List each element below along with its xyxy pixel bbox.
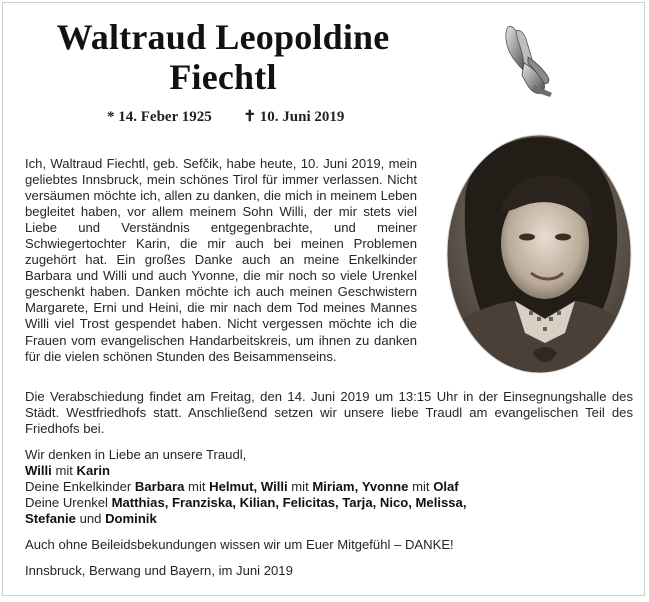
grandchild-partner: Helmut — [209, 479, 254, 495]
family-intro: Wir denken in Liebe an unsere Traudl, — [25, 447, 247, 463]
deceased-name — [23, 17, 423, 97]
grandchild-name: Barbara — [134, 479, 185, 495]
mit-word: mit — [188, 479, 206, 495]
und-word: und — [79, 511, 102, 527]
portrait-photo — [445, 133, 633, 375]
name-line-2: Fiechtl — [169, 57, 277, 97]
great-grandchildren-line-2 — [25, 511, 633, 527]
son-line — [25, 463, 633, 479]
great-grandchild-name: Dominik — [105, 511, 157, 527]
obituary-notice — [2, 2, 645, 596]
great-grandchild-name: Stefanie — [25, 511, 76, 527]
life-dates — [107, 107, 372, 126]
grandchild-name: Yvonne — [361, 479, 409, 495]
closing-thanks: Auch ohne Beileidsbekundungen wissen wir um Euer Mitgefühl – DANKE! — [25, 537, 454, 553]
great-grandchildren-label: Deine Urenkel — [25, 495, 108, 511]
farewell-info: Die Verabschiedung findet am Freitag, den 14. Juni 2019 um 13:15 Uhr in der Einsegnungshalle des Städt. Westfriedhofs statt. Anschließend setzen wir unsere liebe Traudl am evangelischen Teil des Friedhofs bei. — [25, 389, 633, 437]
mit-word: mit — [291, 479, 309, 495]
personal-message: Ich, Waltraud Fiechtl, geb. Sefčik, habe heute, 10. Juni 2019, mein geliebtes Innsbruck, mein schönes Tirol für immer verlassen. Nicht versäumen möchte ich, allen zu danken, die mich in meinem Leben begleitet haben, vor allem meinem Sohn Willi, der mir stets viel Liebe und Verständnis entgegenbrachte, und meiner Schwiegertochter Karin, die mir auch bei meinen Problemen zugehört hat. Ein großes Danke auch an meine Enkelkinder Barbara und Willi und auch Yvonne, die mir noch so viele Urenkel geschenkt haben. Danken möchte ich auch meinen Geschwistern Margarete, Erni und Heini, die mir nach dem Tod meines Mannes Willi viel Trost gespendet haben. Nicht vergessen möchte ich die Frauen vom evangelischen Handarbeitskreis, um ihnen zu danken für die vielen schönen Stunden des Beisammenseins. — [25, 156, 417, 364]
grandchild-partner: Miriam — [312, 479, 355, 495]
grandchildren-line: Deine Enkelkinder Barbara mit Helmut, Willi mit Miriam, Yvonne mit Olaf — [25, 479, 459, 495]
name-line-1: Waltraud Leopoldine — [56, 17, 390, 57]
mit-word: mit — [55, 463, 73, 479]
family-list — [25, 447, 633, 527]
death-date: ✝ 10. Juni 2019 — [243, 109, 345, 125]
grandchild-partner: Olaf — [433, 479, 459, 495]
lower-section — [25, 389, 633, 589]
birth-date: * 14. Feber 1925 — [107, 109, 212, 125]
place-and-date: Innsbruck, Berwang und Bayern, im Juni 2019 — [25, 563, 293, 579]
daughter-in-law-name: Karin — [76, 463, 111, 479]
son-name: Willi — [25, 463, 52, 479]
grandchild-name: Willi — [260, 479, 288, 495]
great-grandchildren-line — [25, 495, 633, 511]
great-grandchildren-names: Matthias, Franziska, Kilian, Felicitas, Tarja, Nico, Melissa, — [111, 495, 467, 511]
grandchildren-label: Deine Enkelkinder — [25, 479, 132, 495]
praying-hands-icon — [498, 23, 556, 97]
mit-word: mit — [412, 479, 430, 495]
